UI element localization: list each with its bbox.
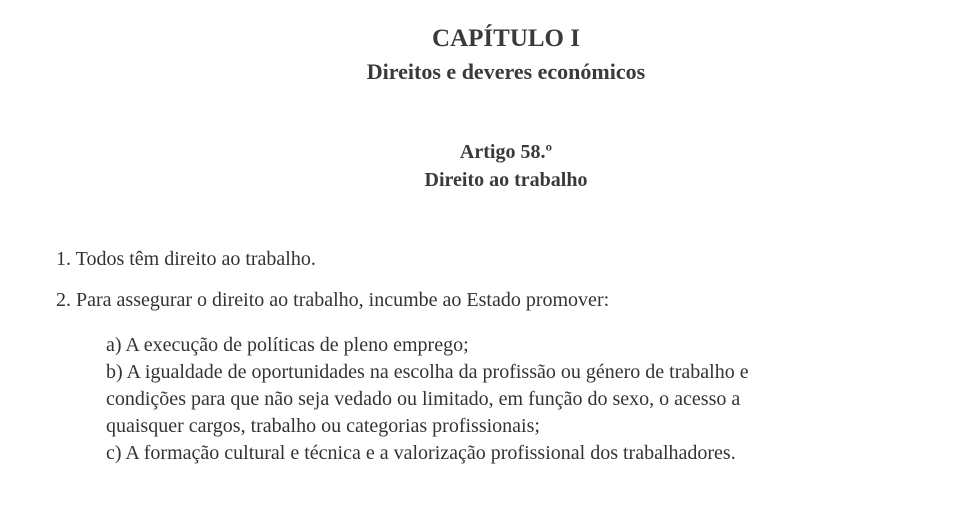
alinea-b-line-1: b) A igualdade de oportunidades na escolha da profissão ou género de trabalho e	[106, 361, 749, 383]
chapter-number: CAPÍTULO I	[432, 25, 580, 52]
alineas-list	[106, 332, 749, 467]
article-title: Direito ao trabalho	[424, 169, 588, 191]
alinea-b-line-3: quaisquer cargos, trabalho ou categorias profissionais;	[106, 415, 540, 437]
paragraph-2: 2. Para assegurar o direito ao trabalho, incumbe ao Estado promover:	[56, 289, 610, 311]
alinea-c: c) A formação cultural e técnica e a valorização profissional dos trabalhadores.	[106, 442, 736, 464]
paragraph-1: 1. Todos têm direito ao trabalho.	[56, 248, 316, 270]
article-number: Artigo 58.º	[459, 141, 553, 163]
alinea-b-line-2: condições para que não seja vedado ou limitado, em função do sexo, o acesso a	[106, 388, 741, 410]
chapter-title: Direitos e deveres económicos	[366, 59, 646, 84]
alinea-a: a) A execução de políticas de pleno emprego;	[106, 334, 469, 356]
